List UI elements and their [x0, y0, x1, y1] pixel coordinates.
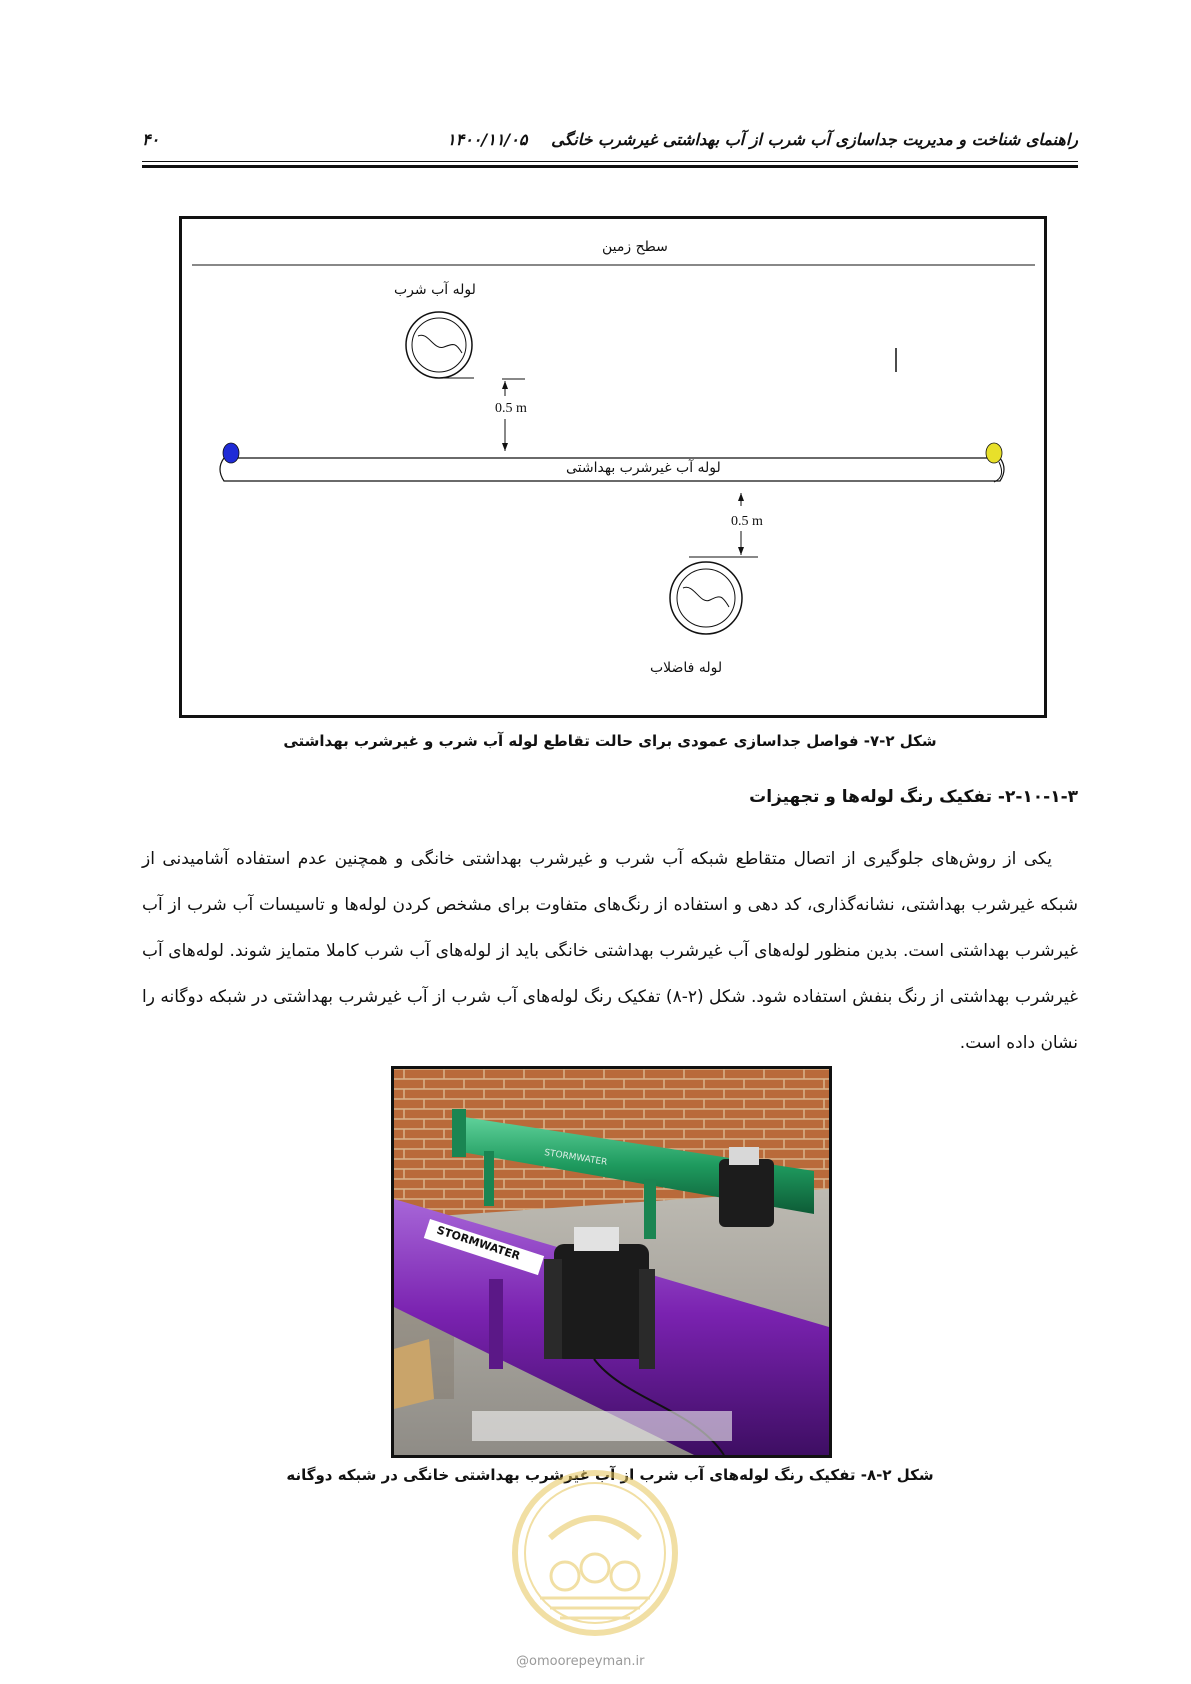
distance-bottom: 0.5 m: [731, 514, 763, 529]
pipes-photo-drawing: [394, 1069, 829, 1455]
drinking-pipe-label: لوله آب شرب: [394, 282, 476, 298]
distance-top: 0.5 m: [495, 401, 527, 416]
watermark-url: @omoorepeyman.ir: [516, 1654, 645, 1669]
page-header: [142, 130, 1078, 158]
separation-diagram: [179, 216, 1047, 718]
header-date: ۱۴۰۰/۱۱/۰۵: [447, 130, 528, 149]
green-pipe-text: STORMWATER: [543, 1148, 608, 1168]
meter-purple: [544, 1227, 655, 1369]
ground-label: سطح زمین: [602, 239, 668, 255]
purple-pipe-text: STORMWATER: [435, 1223, 522, 1263]
pipe-end-blue: [223, 443, 239, 463]
watermark-logo: [510, 1468, 680, 1638]
section-heading: ۲-۱۰-۱-۳- تفکیک رنگ لوله‌ها و تجهیزات: [749, 787, 1078, 807]
header-rule-thick: [142, 165, 1078, 168]
figure-8-caption: شکل ۲-۸- تفکیک رنگ لوله‌های آب شرب از آب غیرشرب بهداشتی خانگی در شبکه دوگانه: [286, 1466, 934, 1484]
watermark-seal: [510, 1468, 680, 1638]
pipes-photo: [391, 1066, 832, 1458]
sewer-pipe-icon: [670, 562, 742, 634]
header-rule-thin: [142, 161, 1078, 162]
nonpotable-pipe-label: لوله آب غیرشرب بهداشتی: [566, 460, 721, 476]
pipe-end-yellow: [986, 443, 1002, 463]
body-paragraph: یکی از روش‌های جلوگیری از اتصال متقاطع شبکه آب شرب و غیرشرب بهداشتی خانگی و همچنین عدم استفاده آشامیدنی از شبکه غیرشرب بهداشتی، نشانه‌گذاری، کد دهی و استفاده از رنگ‌های متفاوت برای مشخص کردن لوله‌ها و تاسیسات آب شرب از آب غیرشرب بهداشتی است. بدین منظور لوله‌های آب غیرشرب بهداشتی خانگی باید از لوله‌های آب شرب کاملا متمایز شوند. لوله‌های آب غیرشرب بهداشتی از رنگ بنفش استفاده شود. شکل (۲-۸) تفکیک رنگ لوله‌های آب شرب از آب غیرشرب بهداشتی در شبکه دوگانه را نشان داده است.: [142, 849, 1078, 1053]
header-title: راهنمای شناخت و مدیریت جداسازی آب شرب از آب بهداشتی غیرشرب خانگی: [551, 130, 1078, 149]
drinking-pipe-icon: [406, 312, 474, 378]
sewer-pipe-label: لوله فاضلاب: [650, 660, 723, 676]
page-number: ۴۰: [142, 130, 160, 149]
meter-green: [719, 1147, 774, 1227]
figure-7-caption: شکل ۲-۷- فواصل جداسازی عمودی برای حالت تقاطع لوله آب شرب و غیرشرب بهداشتی: [283, 732, 937, 750]
